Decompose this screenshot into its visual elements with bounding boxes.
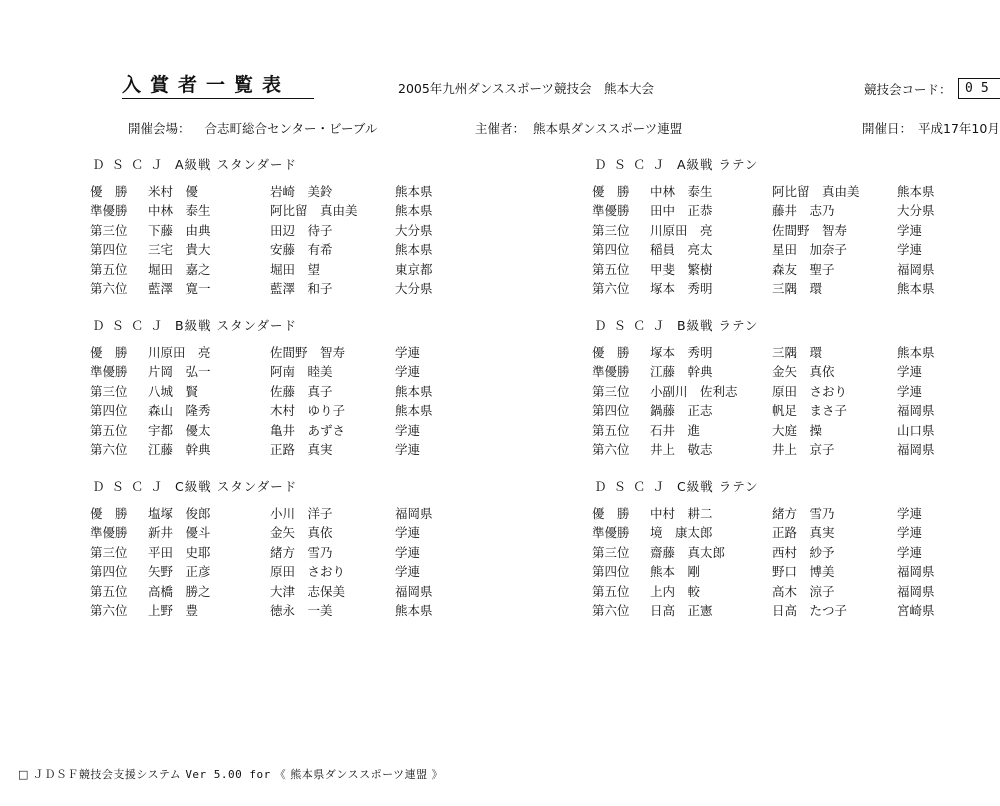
rank: 優 勝 [90,506,128,521]
results-list [592,343,935,459]
partner-name: 森友 聖子 [772,261,835,277]
rank: 優 勝 [592,345,630,360]
results-list [592,504,935,620]
result-row [90,240,433,259]
partner-name: 佐藤 真子 [270,383,333,399]
rank: 準優勝 [90,364,128,380]
partner-name: 徳永 一美 [270,602,333,618]
partner-name: 井上 京子 [772,441,835,457]
leader-name: 熊本 剛 [650,564,701,580]
leader-name: 井上 敬志 [650,441,713,457]
result-row [90,260,433,279]
rank: 第五位 [592,583,630,599]
leader-name: 稲員 亮太 [650,242,713,258]
rank: 第四位 [90,403,128,419]
footer [18,766,443,782]
leader-name: 中林 泰生 [650,184,713,199]
region: 熊本県 [897,184,935,199]
region: 学連 [395,422,421,438]
region: 大分県 [897,203,935,219]
rank: 準優勝 [90,203,128,219]
region: 山口県 [897,422,935,438]
region: 熊本県 [395,383,433,399]
rank: 優 勝 [592,506,630,521]
partner-name: 堀田 望 [270,261,321,277]
results-list [90,343,433,459]
region: 福岡県 [897,441,935,457]
region: 熊本県 [897,345,935,360]
result-row [90,382,433,401]
section-c-latin [592,477,935,620]
rank: 第四位 [592,564,630,580]
result-row [90,182,433,201]
partner-name: 阿南 睦美 [270,364,333,380]
region: 学連 [395,364,421,380]
section-title: ＤＳＣＪ A級戦 スタンダード [92,157,298,172]
partner-name: 田辺 待子 [270,222,333,238]
section-title: ＤＳＣＪ A級戦 ラテン [594,157,759,172]
organizer-line [475,119,682,137]
leader-name: 日高 正憲 [650,602,713,618]
rank: 第六位 [90,602,128,618]
section-title: ＤＳＣＪ C級戦 スタンダード [92,479,298,494]
rank: 第六位 [592,441,630,457]
partner-name: 藤井 志乃 [772,203,835,219]
rank: 優 勝 [592,184,630,199]
rank: 第五位 [592,422,630,438]
section-title: ＤＳＣＪ B級戦 ラテン [594,318,759,333]
result-row [592,343,935,362]
result-row [90,362,421,381]
leader-name: 小副川 佐利志 [650,383,738,399]
result-row [592,601,935,620]
result-row [90,440,421,459]
result-row [592,401,935,420]
competition-code-label: 競技会コード： [864,82,952,97]
leader-name: 高橋 勝之 [148,583,211,599]
leader-name: 鍋藤 正志 [650,403,713,419]
partner-name: 原田 さおり [772,383,848,399]
result-row [592,504,923,523]
leader-name: 川原田 亮 [650,222,713,238]
result-row [592,362,923,381]
partner-name: 安藤 有希 [270,242,333,258]
result-row [90,279,433,298]
leader-name: 境 康太郎 [650,525,713,541]
partner-name: 緒方 雪乃 [772,506,835,521]
footer-system-name: ＪＤＳＦ競技会支援システム [32,768,182,781]
footer-version: Ver 5.00 for [185,768,271,781]
rank: 第三位 [592,544,630,560]
partner-name: 星田 加奈子 [772,242,848,258]
rank: 準優勝 [592,525,630,541]
result-row [90,343,421,362]
rank: 第五位 [90,422,128,438]
rank: 第三位 [90,222,128,238]
region: 学連 [897,525,923,541]
rank: 第六位 [592,280,630,296]
rank: 準優勝 [592,203,630,219]
partner-name: 佐間野 智寿 [772,222,848,238]
result-row [592,221,923,240]
result-row [592,582,935,601]
region: 学連 [897,222,923,238]
leader-name: 八城 賢 [148,383,199,399]
result-row [90,401,433,420]
partner-name: 佐間野 智寿 [270,345,346,360]
result-row [90,601,433,620]
venue-value: 合志町総合センター・ビーブル [204,121,378,136]
rank: 第四位 [90,242,128,258]
leader-name: 矢野 正彦 [148,564,211,580]
section-title: ＤＳＣＪ C級戦 ラテン [594,479,759,494]
result-row [592,543,923,562]
region: 学連 [395,525,421,541]
rank: 第六位 [592,602,630,618]
region: 宮崎県 [897,602,935,618]
section-b-latin [592,316,935,459]
section-title: ＤＳＣＪ B級戦 スタンダード [92,318,298,333]
section-c-standard [90,477,433,620]
rank: 準優勝 [90,525,128,541]
region: 大分県 [395,280,433,296]
result-row [592,562,935,581]
result-row [592,279,935,298]
rank: 優 勝 [90,345,128,360]
region: 学連 [395,345,421,360]
region: 福岡県 [897,403,935,419]
partner-name: 西村 紗予 [772,544,835,560]
footer-box-icon: □ [18,768,29,781]
leader-name: 川原田 亮 [148,345,211,360]
result-row [592,382,923,401]
partner-name: 大津 志保美 [270,583,346,599]
partner-name: 帆足 まさ子 [772,403,848,419]
region: 熊本県 [395,184,433,199]
region: 福岡県 [395,506,433,521]
leader-name: 米村 優 [148,184,199,199]
results-list [592,182,935,298]
partner-name: 小川 洋子 [270,506,333,521]
partner-name: 正路 真実 [270,441,333,457]
partner-name: 藍澤 和子 [270,280,333,296]
result-row [90,582,433,601]
region: 東京都 [395,261,433,277]
region: 学連 [897,383,923,399]
partner-name: 三隅 環 [772,280,823,296]
leader-name: 塚本 秀明 [650,345,713,360]
partner-name: 金矢 真依 [270,525,333,541]
venue-label: 開催会場： [128,121,191,136]
region: 福岡県 [897,564,935,580]
rank: 第三位 [90,383,128,399]
organizer-value: 熊本県ダンススポーツ連盟 [533,121,683,136]
rank: 第四位 [90,564,128,580]
leader-name: 江藤 幹典 [650,364,713,380]
rank: 第五位 [592,261,630,277]
region: 熊本県 [395,242,433,258]
section-a-standard [90,155,433,298]
leader-name: 甲斐 繁樹 [650,261,713,277]
region: 学連 [897,242,923,258]
event-name: 2005年九州ダンススポーツ競技会 熊本大会 [398,81,655,96]
section-a-latin [592,155,935,298]
result-row [90,504,433,523]
partner-name: 岩崎 美鈴 [270,184,333,199]
leader-name: 下藤 由典 [148,222,211,238]
result-row [592,421,935,440]
competition-code-box: 05 [958,78,1000,99]
rank: 第五位 [90,583,128,599]
leader-name: 堀田 嘉之 [148,261,211,277]
results-list [90,504,433,620]
result-row [592,182,935,201]
leader-name: 中林 泰生 [148,203,211,219]
region: 学連 [395,441,421,457]
region: 学連 [897,364,923,380]
region: 熊本県 [395,203,433,219]
leader-name: 田中 正恭 [650,203,713,219]
result-row [592,440,935,459]
result-row [90,201,433,220]
leader-name: 上野 豊 [148,602,199,618]
partner-name: 阿比留 真由美 [270,203,358,219]
partner-name: 日高 たつ子 [772,602,848,618]
rank: 第六位 [90,441,128,457]
page-title: 入賞者一覧表 [122,72,314,99]
partner-name: 三隅 環 [772,345,823,360]
result-row [592,240,923,259]
region: 熊本県 [395,602,433,618]
partner-name: 阿比留 真由美 [772,184,860,199]
date-line [862,119,1000,137]
rank: 第三位 [592,383,630,399]
result-row [90,562,421,581]
footer-federation: 《 熊本県ダンススポーツ連盟 》 [274,768,444,781]
rank: 第五位 [90,261,128,277]
partner-name: 野口 博美 [772,564,835,580]
region: 福岡県 [395,583,433,599]
results-list [90,182,433,298]
rank: 第四位 [592,403,630,419]
result-row [90,543,421,562]
leader-name: 宇都 優太 [148,422,211,438]
leader-name: 中村 耕二 [650,506,713,521]
partner-name: 緒方 雪乃 [270,544,333,560]
rank: 第三位 [90,544,128,560]
rank: 第三位 [592,222,630,238]
rank: 準優勝 [592,364,630,380]
result-row [90,523,421,542]
leader-name: 石井 進 [650,422,701,438]
leader-name: 藍澤 寛一 [148,280,211,296]
region: 学連 [897,506,923,521]
region: 熊本県 [395,403,433,419]
date-label: 開催日： [862,121,913,136]
region: 学連 [897,544,923,560]
region: 福岡県 [897,583,935,599]
leader-name: 森山 隆秀 [148,403,211,419]
leader-name: 三宅 貴大 [148,242,211,258]
section-b-standard [90,316,433,459]
partner-name: 大庭 操 [772,422,823,438]
result-row [90,221,433,240]
leader-name: 新井 優斗 [148,525,211,541]
partner-name: 木村 ゆり子 [270,403,346,419]
partner-name: 高木 涼子 [772,583,835,599]
region: 大分県 [395,222,433,238]
region: 学連 [395,564,421,580]
leader-name: 江藤 幹典 [148,441,211,457]
date-value: 平成17年10月 [918,121,1000,136]
partner-name: 正路 真実 [772,525,835,541]
rank: 第六位 [90,280,128,296]
rank: 優 勝 [90,184,128,199]
venue-line [128,119,377,137]
organizer-label: 主催者： [475,121,526,136]
region: 学連 [395,544,421,560]
leader-name: 平田 史耶 [148,544,211,560]
result-row [90,421,421,440]
result-row [592,201,935,220]
leader-name: 塚本 秀明 [650,280,713,296]
leader-name: 塩塚 俊郎 [148,506,211,521]
leader-name: 齋藤 真太郎 [650,544,726,560]
result-row [592,523,923,542]
partner-name: 原田 さおり [270,564,346,580]
result-row [592,260,935,279]
partner-name: 亀井 あずさ [270,422,346,438]
leader-name: 片岡 弘一 [148,364,211,380]
leader-name: 上内 較 [650,583,701,599]
partner-name: 金矢 真依 [772,364,835,380]
rank: 第四位 [592,242,630,258]
region: 熊本県 [897,280,935,296]
region: 福岡県 [897,261,935,277]
